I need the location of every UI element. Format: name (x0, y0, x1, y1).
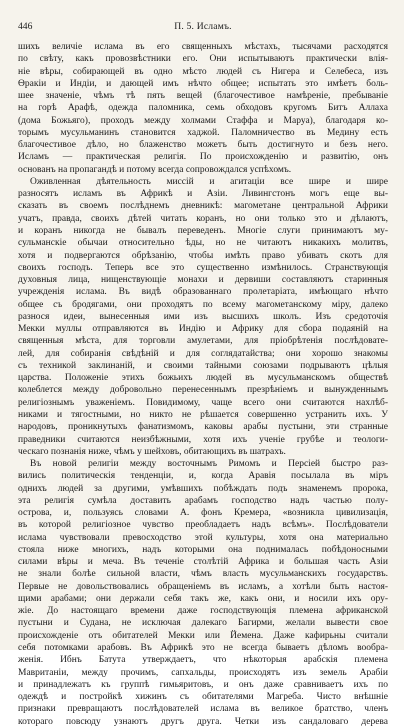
running-head (18, 20, 388, 34)
text-line: щими арабами; они держали себя такъ же, какъ они, и носили ихъ ору- (18, 593, 388, 604)
text-line: острова, и, пользуясь словами А. фонъ Кремера, «возникла цивилизація, (18, 508, 388, 519)
text-line: ислама чувствовали превосходство этой культуры, хотя она материально (18, 532, 388, 543)
text-line: стояла ниже многихъ, надъ которыми она поднималась побѣдоносными (18, 544, 388, 555)
text-line: благочестивое дѣло, но блаженство можетъ быть достигнуто и безъ него. (18, 140, 388, 151)
text-line: пустыни и Судана, не исключая далекаго Багирми, желали вывести свое (18, 618, 388, 629)
text-line: Въ новой религіи между восточнымъ Римомъ и Персіей быстро раз- (30, 459, 388, 470)
text-line: народовъ, проникнутыхъ фанатизмомъ, каковы арабы пустыни, эти странные (18, 422, 388, 433)
text-line: сульманскіе обычаи относительно ѣды, но не читаютъ никакихъ молитвъ, (18, 238, 388, 249)
text-line: силами вѣры и меча. Въ теченіе столѣтій Африка и большая часть Азіи (18, 557, 388, 568)
text-line: Исламъ — практическая религія. По происхожденію и развитію, онъ (18, 152, 388, 163)
text-line: основанъ на пропагандѣ и потому всегда сопровождался успѣхомъ. (18, 164, 292, 175)
text-line: по свѣту, какъ провозвѣстники его. Они испытываютъ практически влія- (18, 54, 388, 65)
text-line: на горѣ Арафѣ, одежда паломника, семь обходовъ кругомъ Битъ Аллаха (18, 103, 388, 114)
text-line: себя потомками арабовъ. Въ Африкѣ это не всегда бываетъ дѣломъ вообра- (18, 643, 388, 654)
text-line: шихъ величіе ислама въ его священныхъ мѣстахъ, тысячами расходятся (18, 42, 388, 52)
text-line: сказать въ своемъ послѣднемъ дневникѣ: магометане центральной Африки (18, 201, 388, 212)
text-line: торымъ мусульманинъ становится хаджой. Паломничество въ Медину есть (18, 127, 388, 138)
text-line: своихъ господъ. Теперь все это существенно измѣнилось. Странствующія (18, 262, 388, 273)
text-line: однихъ людей за другими, умѣвшихъ побѣждать подъ знаменемъ пророка, (18, 483, 388, 494)
text-line: (дома Божьяго), проходъ между холмами Стаффа и Маруа), благодаря ко- (18, 115, 388, 126)
text-line: колеблется между добровольно перенесеннымъ презрѣніемъ и вынужденнымъ (18, 385, 388, 396)
text-line: не знали болѣе сильной власти, чѣмъ власть мусульманскихъ государствъ. (18, 569, 388, 580)
text-line: разносятъ исламъ въ Африкѣ и Азіи. Ливингстонъ могъ еще вы- (18, 189, 388, 200)
text-line: признаки превращаютъ послѣдователей ислама въ великое братство, членъ (18, 704, 388, 715)
text-line: въ которой религіозное чувство преобладаетъ надъ всѣмъ». Послѣдователи (18, 520, 388, 531)
text-line: жіе. До настоящаго времени даже господствующія племена африканской (18, 606, 388, 617)
text-line: учрежденія ислама. Въ видѣ образованнаго пролетаріата, имѣющаго нѣчто (18, 287, 388, 298)
text-line: и принадлежатъ къ группѣ гимьяритовъ, и онъ даже сравниваетъ ихъ по (18, 679, 388, 690)
text-line: религіознымъ уваженіемъ. Повидимому, чаще всего они считаются нахлѣб- (18, 397, 388, 408)
text-line: съ техникой заклинаній, и своими тайными союзами подрываютъ цѣлыя (18, 360, 388, 371)
text-line: Оживленная дѣятельность миссій и агитаціи все шире и шире (30, 176, 388, 187)
body-text (18, 41, 388, 728)
text-line: шее значеніе, чѣмъ тѣ пять вещей (благочестивое намѣреніе, пребываніе (18, 91, 388, 102)
text-line: котораго повсюду узнаютъ другъ друга. Четки изъ сандаловаго дерева (18, 716, 388, 727)
text-line: духовныя лица, нищенствующіе монахи и дервиши составляютъ старинныя (18, 275, 388, 286)
text-line: Ѳракіи и Индіи, и дающей имъ нѣчто общее; испытать это имѣетъ боль- (18, 78, 388, 89)
text-line: происхожденіе отъ обитателей Мекки или Йемена. Даже кафирьны считали (18, 630, 388, 641)
text-line: никами и тягостными, но никто не рѣшается совершенно устранить ихъ. У (18, 409, 388, 420)
page-number: 446 (18, 21, 33, 32)
text-line: Первые не довольствовались обращеніемъ въ исламъ, а хотѣли быть настоя- (18, 581, 388, 592)
text-line: священныя мѣста, для торговли амулетами, для пріобрѣтенія послѣдовате- (18, 336, 388, 347)
text-line: хотя и подвергаются обрѣзанію, чтобы имѣть право убивать скотъ для (18, 250, 388, 261)
text-line: ческаго познанія ниже, чѣмъ у шейховъ, обитающихъ въ шатрахъ. (18, 446, 286, 457)
text-line: вились политическія тенденціи, и, когда Аравія посылала въ міръ (18, 471, 388, 482)
text-line: эта религія сумѣла доставить арабамъ господство надъ частью полу- (18, 495, 388, 506)
text-line: разнося идеи, вынесенныя ими изъ высшихъ школъ. Изъ средоточія (18, 311, 388, 322)
text-line: лей, для собиранія свѣдѣній и для соглядатайства; они хорошо знакомы (18, 348, 388, 359)
text-line: ніе вѣры, собирающей въ одно мѣсто людей съ Нигера и Селебеса, изъ (18, 66, 388, 77)
text-line: и коранъ никогда не бывалъ переведенъ. Многіе слуги принимаютъ му- (18, 225, 388, 236)
text-line: одеждѣ и постройкѣ хижинъ съ обитателями Магреба. Чисто внѣшніе (18, 692, 388, 703)
text-line: Мавританіи, между прочимъ, сапхальды, происходятъ изъ земель Арабіи (18, 667, 388, 678)
text-line: учатъ, правда, своихъ дѣтей читать коранъ, но они только это и дѣлаютъ, (18, 213, 388, 224)
text-line: праведники считаются неизбѣжными, хотя ихъ ученіе грубѣе и теологи- (18, 434, 388, 445)
text-line: царства. Положеніе этихъ божьихъ людей въ мусульманскомъ обществѣ (18, 373, 388, 384)
text-line: Мекки муллы отправляются въ Индію и Африку для сбора подаяній на (18, 324, 388, 335)
text-line: женія. Ибнъ Батута утверждаетъ, что нѣкоторыя арабскія племена (18, 655, 388, 666)
text-line: общее съ бродягами, они проходятъ по всему магометанскому міру, далеко (18, 299, 388, 310)
running-title: П. 5. Исламъ. (174, 21, 232, 32)
